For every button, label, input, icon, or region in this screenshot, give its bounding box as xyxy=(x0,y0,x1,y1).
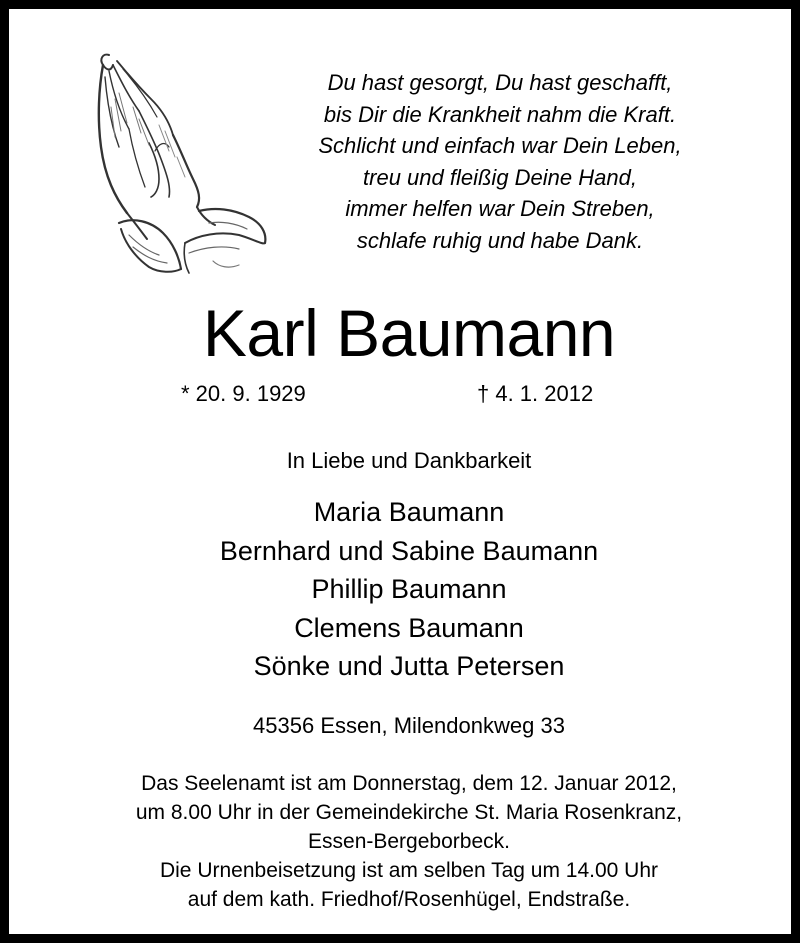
mourner-name: Phillip Baumann xyxy=(311,574,507,604)
birth-date: * 20. 9. 1929 xyxy=(181,381,306,406)
mourners-list xyxy=(9,493,800,686)
poem-line: immer helfen war Dein Streben, xyxy=(345,196,655,221)
thanks-line: In Liebe und Dankbarkeit xyxy=(286,448,532,473)
poem-line: Schlicht und einfach war Dein Leben, xyxy=(318,133,682,158)
poem-line: treu und fleißig Deine Hand, xyxy=(363,164,637,190)
service-line: um 8.00 Uhr in der Gemeindekirche St. Maria Rosenkranz, xyxy=(135,801,683,824)
poem-line: schlafe ruhig und habe Dank. xyxy=(356,227,644,253)
mourner-name: Bernhard und Sabine Baumann xyxy=(219,535,599,566)
mourner-name: Sönke und Jutta Petersen xyxy=(253,651,565,681)
mourner-name: Maria Baumann xyxy=(313,497,505,527)
praying-hands-icon xyxy=(89,47,279,277)
death-date: † 4. 1. 2012 xyxy=(477,381,594,406)
service-line: Das Seelenamt ist am Donnerstag, dem 12. Januar 2012, xyxy=(141,772,677,795)
poem xyxy=(291,67,709,256)
service-line: auf dem kath. Friedhof/Rosenhügel, Endstraße. xyxy=(187,888,631,911)
poem-line: Du hast gesorgt, Du hast geschafft, xyxy=(327,70,673,95)
deceased-name: Karl Baumann xyxy=(202,296,616,370)
service-line: Die Urnenbeisetzung ist am selben Tag um 14.00 Uhr xyxy=(159,859,659,882)
service-info xyxy=(9,769,800,914)
poem-line: bis Dir die Krankheit nahm die Kraft. xyxy=(323,101,677,127)
mourner-name: Clemens Baumann xyxy=(294,612,524,643)
address: 45356 Essen, Milendonkweg 33 xyxy=(253,713,565,738)
service-line: Essen-Bergeborbeck. xyxy=(308,830,510,853)
